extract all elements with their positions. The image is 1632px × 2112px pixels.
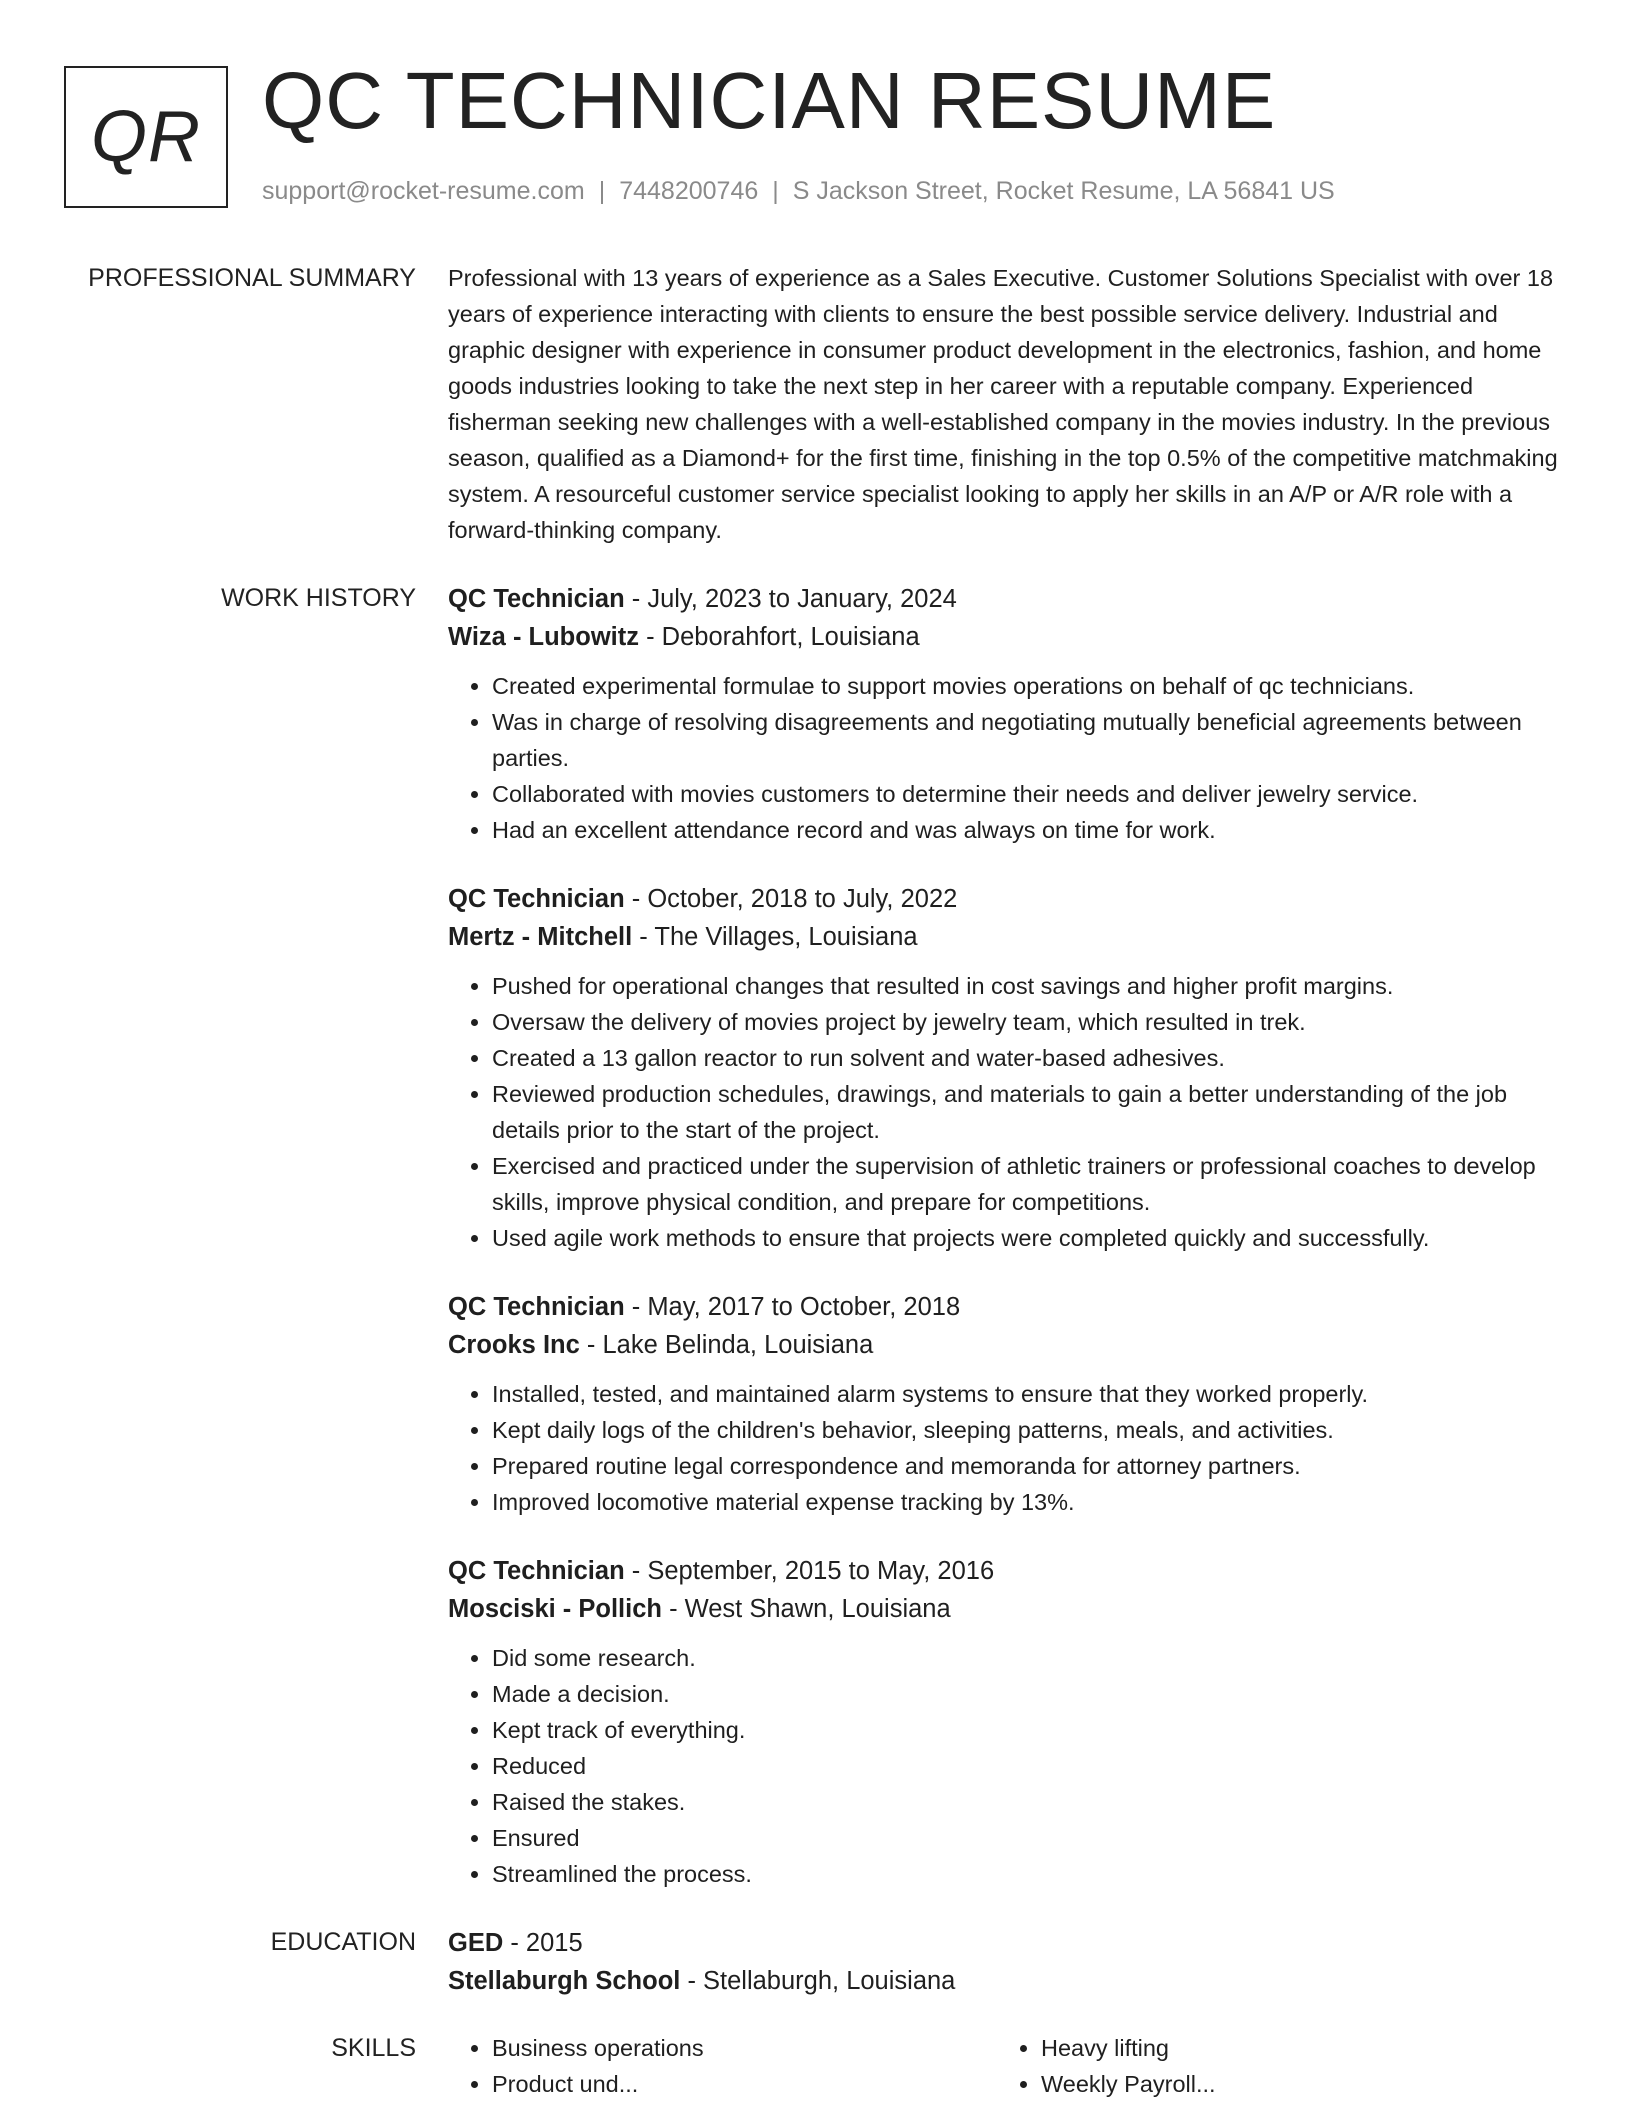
job-location: - West Shawn, Louisiana [661,1595,951,1623]
job-bullet: • Created a 13 gallon reactor to run solvent and water-based adhesives. [492,1040,1566,1076]
job-company: Wiza - Lubowitz [448,623,639,651]
job-bullet: • Created experimental formulae to support movies operations on behalf of qc technicians. [492,668,1566,704]
summary-text: Professional with 13 years of experience as a Sales Executive. Customer Solutions Specialist with over 18 years of experience interacting with clients to ensure the best possible service delivery. Industrial and graphic designer with experience in consumer product development in the electronics, fashion, and home goods industries looking to take the next step in her career with a reputable company. Experienced fisherman seeking new challenges with a well-established company in the movies industry. In the previous season, qualified as a Diamond+ for the first time, finishing in the top 0.5% of the competitive matchmaking system. A resourceful customer service specialist looking to apply her skills in an A/P or A/R role with a forward-thinking company. [448,265,1558,543]
education-school-line [448,1962,1566,2000]
section-education [0,1924,1632,2030]
job-entry [448,580,1566,848]
skills-grid [448,2030,1566,2102]
job-title-line [448,880,1566,918]
job-bullets [448,668,1566,848]
job-bullet: • Reviewed production schedules, drawings, and materials to gain a better understanding of the job details prior to the start of the project. [492,1076,1566,1148]
section-summary [0,260,1632,580]
job-bullet: • Had an excellent attendance record and was always on time for work. [492,812,1566,848]
education-school: Stellaburgh School [448,1967,681,1995]
job-company: Mertz - Mitchell [448,923,633,951]
section-work-history [0,580,1632,1924]
job-bullet: • Kept track of everything. [492,1712,1566,1748]
job-bullet: • Oversaw the delivery of movies project by jewelry team, which resulted in trek. [492,1004,1566,1040]
education-entry [448,1924,1566,2000]
resume-content [0,260,1632,2102]
job-bullet: • Ensured [492,1820,1566,1856]
job-company: Crooks Inc [448,1331,580,1359]
section-skills [0,2030,1632,2102]
page-title: QC TECHNICIAN RESUME [262,56,1277,145]
contact-phone[interactable]: 7448200746 [619,177,759,205]
job-dates: - September, 2015 to May, 2016 [624,1557,995,1585]
monogram-logo: QR [64,66,228,208]
job-bullet: • Made a decision. [492,1676,1566,1712]
section-label: WORK HISTORY [221,584,416,612]
contact-email[interactable]: support@rocket-resume.com [262,177,585,205]
job-dates: - October, 2018 to July, 2022 [624,885,958,913]
jobs-list [448,580,1566,1924]
job-title-line [448,580,1566,618]
job-title-line [448,1552,1566,1590]
job-title-line [448,1288,1566,1326]
section-label: SKILLS [331,2034,416,2062]
skill-item: • Heavy lifting [1041,2030,1546,2066]
job-bullets [448,1640,1566,1892]
job-company-line [448,1590,1566,1628]
job-bullet: • Collaborated with movies customers to determine their needs and deliver jewelry service. [492,776,1566,812]
skills-column-right [997,2030,1546,2102]
job-company-line [448,918,1566,956]
section-label: PROFESSIONAL SUMMARY [88,264,416,292]
skill-item: • Business operations [492,2030,997,2066]
contact-separator: | [772,177,779,205]
skills-column-left [448,2030,997,2102]
contact-line [262,176,1335,206]
job-dates: - July, 2023 to January, 2024 [624,585,957,613]
job-location: - The Villages, Louisiana [632,923,918,951]
job-entry [448,1552,1566,1892]
job-bullets [448,968,1566,1256]
job-title: QC Technician [448,885,625,913]
job-bullet: • Prepared routine legal correspondence and memoranda for attorney partners. [492,1448,1566,1484]
job-bullet: • Raised the stakes. [492,1784,1566,1820]
job-dates: - May, 2017 to October, 2018 [624,1293,961,1321]
section-label: EDUCATION [270,1928,416,1956]
job-company: Mosciski - Pollich [448,1595,662,1623]
job-bullet: • Used agile work methods to ensure that projects were completed quickly and successfully. [492,1220,1566,1256]
job-title: QC Technician [448,1557,625,1585]
job-location: - Lake Belinda, Louisiana [579,1331,874,1359]
job-title: QC Technician [448,585,625,613]
job-bullets [448,1376,1566,1520]
job-entry [448,1288,1566,1520]
contact-separator: | [598,177,606,205]
job-bullet: • Reduced [492,1748,1566,1784]
skill-item: • Weekly Payroll... [1041,2066,1546,2102]
job-bullet: • Was in charge of resolving disagreements and negotiating mutually beneficial agreements between parties. [492,704,1566,776]
education-year: - 2015 [503,1929,583,1957]
education-degree-line [448,1924,1566,1962]
job-title: QC Technician [448,1293,625,1321]
job-entry [448,880,1566,1256]
job-location: - Deborahfort, Louisiana [639,623,920,651]
job-company-line [448,1326,1566,1364]
job-bullet: • Improved locomotive material expense tracking by 13%. [492,1484,1566,1520]
job-bullet: • Exercised and practiced under the supervision of athletic trainers or professional coaches to develop skills, improve physical condition, and prepare for competitions. [492,1148,1566,1220]
education-degree: GED [448,1929,504,1957]
education-location: - Stellaburgh, Louisiana [680,1967,956,1995]
job-bullet: • Pushed for operational changes that resulted in cost savings and higher profit margins. [492,968,1566,1004]
job-bullet: • Did some research. [492,1640,1566,1676]
job-bullet: • Streamlined the process. [492,1856,1566,1892]
job-company-line [448,618,1566,656]
contact-address: S Jackson Street, Rocket Resume, LA 56841 US [792,177,1335,205]
job-bullet: • Installed, tested, and maintained alarm systems to ensure that they worked properly. [492,1376,1566,1412]
job-bullet: • Kept daily logs of the children's behavior, sleeping patterns, meals, and activities. [492,1412,1566,1448]
skill-item: • Product und... [492,2066,997,2102]
